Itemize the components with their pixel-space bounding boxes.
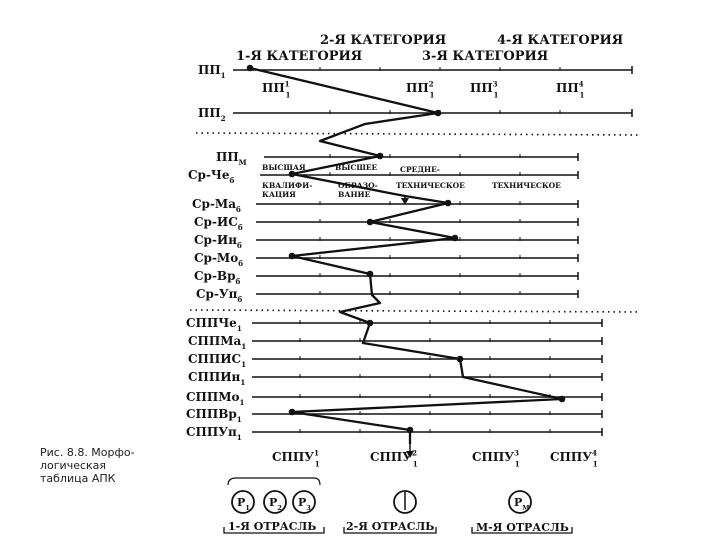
pp-value-label: $ПП^3$ 1 [470,79,499,100]
qualification-value-label: ВЫСШЕЕ [335,163,378,172]
row-label: $ПП_М$ [216,150,247,168]
selected-value-marker [289,409,296,416]
row-label: СППМо$_1$ [186,390,245,408]
caption-line-3: таблица АПК [40,472,116,485]
qualification-value-label: КВАЛИФИ- [262,181,313,190]
category-3-label: 3-Я КАТЕГОРИЯ [422,49,549,64]
row-label: $Ср-Ма_б$ [192,197,241,215]
selected-value-marker [377,153,384,160]
row-label: СППМа$_1$ [188,334,247,352]
row-label: $Ср-Уп_б$ [196,287,243,305]
row-label: $Ср-Вр_б$ [194,269,241,287]
row-label: $Ср-Че_б$ [188,168,235,186]
pp-value-label: $ПП^2$ 1 [406,79,435,100]
node-p2-label: $Р_2$ [269,496,282,512]
caption-line-2: логическая [40,459,107,472]
industry-m-label: М-Я ОТРАСЛЬ [476,521,569,534]
node-pm-label: $Р_М$ [514,496,530,512]
category-4-label: 4-Я КАТЕГОРИЯ [497,33,624,48]
selected-path-line [250,68,562,444]
industry-1-top-bracket [228,478,320,485]
row-label: $Ср-Ин_б$ [194,233,242,251]
selected-value-marker [445,200,452,207]
pp-value-label: $ПП^4$ 1 [556,79,585,100]
label-layer [186,33,623,534]
selected-value-marker [247,65,254,72]
sppu-value-label: СППУ$^2$ 1 [370,448,418,469]
selected-value-marker [367,320,374,327]
qualification-value-label: КАЦИЯ [262,190,296,199]
row-label: $ПП_1$ [198,63,226,81]
selected-value-marker [367,219,374,226]
category-1-label: 1-Я КАТЕГОРИЯ [236,49,363,64]
row-label: $СППИС_1$ [188,352,247,370]
row-label: СППЧе$_1$ [186,316,242,334]
selected-value-marker [452,235,459,242]
pp-value-label: $ПП^1$ 1 [262,79,291,100]
row-label: СППВр$_1$ [186,407,242,425]
node-p1-label: $Р_1$ [237,496,250,512]
selected-value-marker [435,110,442,117]
figure-caption [40,446,190,485]
category-2-label: 2-Я КАТЕГОРИЯ [320,33,447,48]
row-label: $Ср-ИС_б$ [194,215,243,233]
selected-value-marker [407,427,414,434]
industry-2-label: 2-Я ОТРАСЛЬ [346,520,435,533]
row-label: $Ср-Мо_б$ [194,251,244,269]
qualification-value-label: ТЕХНИЧЕСКОЕ [492,181,561,190]
node-p3-label: $Р_3$ [298,496,311,512]
row-label: $ПП_2$ [198,106,226,124]
caption-line-1: Рис. 8.8. Морфо- [40,446,135,459]
row-label: СППИн$_1$ [188,370,246,388]
industry-1-label: 1-Я ОТРАСЛЬ [228,520,317,533]
sppu-value-label: СППУ$^3$ 1 [472,448,520,469]
selected-value-marker [367,271,374,278]
separator-line-upper [196,133,640,135]
qualification-value-label: СРЕДНЕ- [400,165,440,174]
sppu-value-label: СППУ$^4$ 1 [550,448,598,469]
separator-line-lower [190,310,640,312]
selected-value-marker [457,356,464,363]
selected-value-marker [559,396,566,403]
selected-value-marker [289,253,296,260]
sppu-value-label: СППУ$^1$ 1 [272,448,320,469]
axes-layer [190,66,640,436]
qualification-value-label: ВАНИЕ [338,190,371,199]
qualification-value-label: ОБРАЗО- [338,181,378,190]
qualification-value-label: ВЫСШАЯ [262,163,306,172]
row-label: СППУп$_1$ [186,425,242,443]
qualification-value-label: ТЕХНИЧЕСКОЕ [396,181,465,190]
